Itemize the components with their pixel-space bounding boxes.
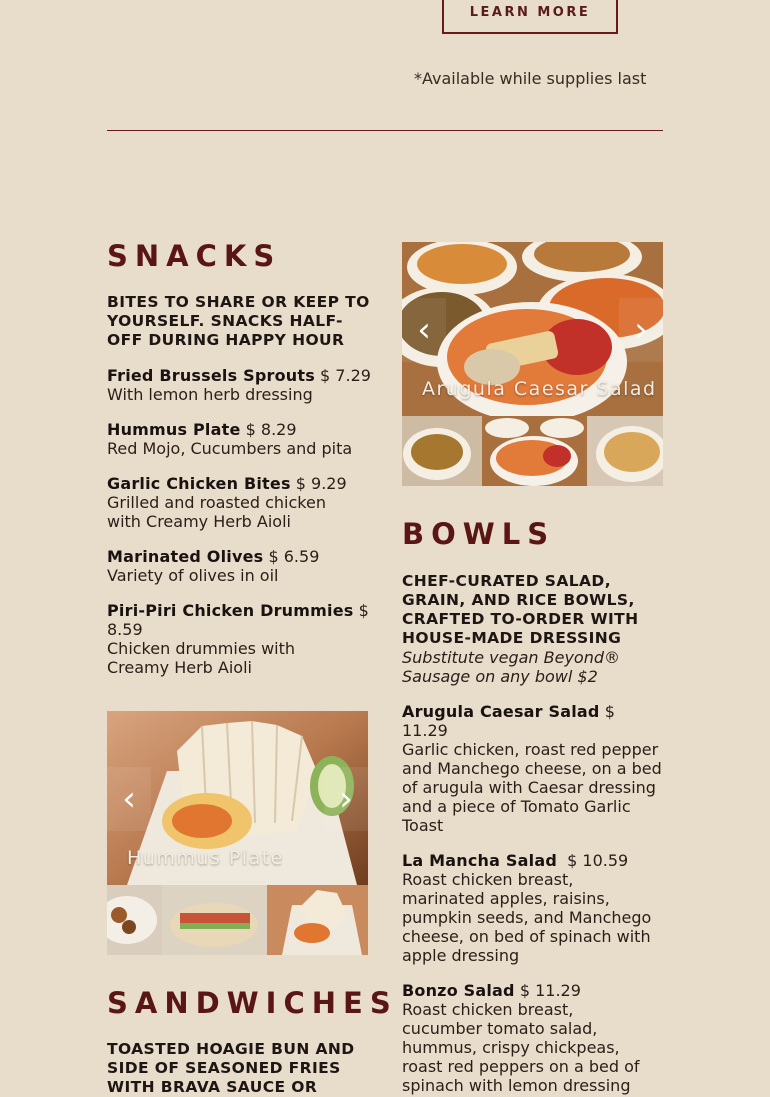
item-price: $ 8.29 bbox=[245, 420, 297, 439]
chevron-left-icon[interactable]: ‹ bbox=[107, 767, 151, 831]
item-description: Red Mojo, Cucumbers and pita bbox=[107, 439, 353, 458]
item-name: Arugula Caesar Salad bbox=[402, 702, 600, 721]
item-price: $ 8.59 bbox=[107, 601, 369, 639]
item-price: $ 7.29 bbox=[320, 366, 371, 385]
bowls-title: BOWLS bbox=[402, 517, 556, 551]
photo-caption: Hummus Plate bbox=[127, 847, 284, 869]
bowls-note: Substitute vegan Beyond® Sausage on any bowl $2 bbox=[402, 648, 620, 686]
snacks-thumbnail-strip bbox=[107, 885, 368, 955]
thumbnail-chicken[interactable] bbox=[107, 885, 162, 955]
snacks-section bbox=[107, 239, 372, 677]
item-name: Fried Brussels Sprouts bbox=[107, 366, 315, 385]
chevron-right-icon[interactable]: › bbox=[619, 298, 663, 362]
thumbnail-salads[interactable] bbox=[482, 416, 587, 486]
sandwiches-title: SANDWICHES bbox=[107, 986, 398, 1020]
item-description: Variety of olives in oil bbox=[107, 566, 279, 585]
item-price: $ 9.29 bbox=[295, 474, 347, 493]
item-price: $ 11.29 bbox=[402, 702, 615, 740]
snacks-subtitle: BITES TO SHARE OR KEEP TO YOURSELF. SNACKS HALF-OFF DURING HAPPY HOUR bbox=[107, 293, 370, 349]
bowls-thumbnail-strip bbox=[402, 416, 663, 486]
menu-item bbox=[107, 601, 369, 677]
menu-item bbox=[402, 981, 654, 1095]
item-name: Garlic Chicken Bites bbox=[107, 474, 291, 493]
sandwiches-subtitle: TOASTED HOAGIE BUN AND SIDE OF SEASONED FRIES WITH BRAVA SAUCE OR bbox=[107, 1040, 355, 1096]
menu-item bbox=[107, 420, 372, 458]
section-divider bbox=[107, 130, 663, 131]
item-description: Grilled and roasted chicken with Creamy Herb Aioli bbox=[107, 493, 326, 531]
item-price: $ 11.29 bbox=[519, 981, 581, 1000]
item-description: Chicken drummies with Creamy Herb Aioli bbox=[107, 639, 296, 677]
thumbnail-hummus[interactable] bbox=[267, 885, 368, 955]
thumbnail-bowl[interactable] bbox=[402, 416, 482, 486]
availability-note: *Available while supplies last bbox=[414, 69, 647, 88]
item-price: $ 10.59 bbox=[567, 851, 629, 870]
snacks-title: SNACKS bbox=[107, 239, 282, 273]
item-name: Piri-Piri Chicken Drummies bbox=[107, 601, 354, 620]
item-description: Garlic chicken, roast red pepper and Manchego cheese, on a bed of arugula with Caesar dressing and a piece of Tomato Garlic Toast bbox=[402, 740, 662, 835]
item-description: Roast chicken breast, cucumber tomato salad, hummus, crispy chickpeas, roast red peppers on a bed of spinach with lemon dressing bbox=[402, 1000, 640, 1095]
menu-item bbox=[402, 851, 652, 965]
item-price: $ 6.59 bbox=[268, 547, 320, 566]
thumbnail-sandwich[interactable] bbox=[162, 885, 267, 955]
menu-item bbox=[107, 547, 372, 585]
item-name: Hummus Plate bbox=[107, 420, 241, 439]
chevron-left-icon[interactable]: ‹ bbox=[402, 298, 446, 362]
bowls-section bbox=[402, 517, 667, 1095]
item-name: Bonzo Salad bbox=[402, 981, 515, 1000]
chevron-right-icon[interactable]: › bbox=[324, 767, 368, 831]
bowls-photo-slider[interactable] bbox=[402, 242, 663, 416]
menu-item bbox=[107, 366, 372, 404]
sandwiches-section bbox=[107, 986, 398, 1097]
menu-item bbox=[107, 474, 347, 531]
photo-caption: Arugula Caesar Salad bbox=[422, 378, 657, 400]
item-name: La Mancha Salad bbox=[402, 851, 557, 870]
item-name: Marinated Olives bbox=[107, 547, 264, 566]
learn-more-button[interactable]: LEARN MORE bbox=[442, 0, 618, 34]
item-description: With lemon herb dressing bbox=[107, 385, 313, 404]
item-description: Roast chicken breast, marinated apples, raisins, pumpkin seeds, and Manchego cheese, on bed of spinach with apple dressing bbox=[402, 870, 652, 965]
snacks-photo-slider[interactable] bbox=[107, 711, 368, 885]
menu-item bbox=[402, 702, 662, 835]
bowls-subtitle: CHEF-CURATED SALAD, GRAIN, AND RICE BOWLS, CRAFTED TO-ORDER WITH HOUSE-MADE DRESSING bbox=[402, 572, 639, 647]
thumbnail-bowl-2[interactable] bbox=[587, 416, 663, 486]
